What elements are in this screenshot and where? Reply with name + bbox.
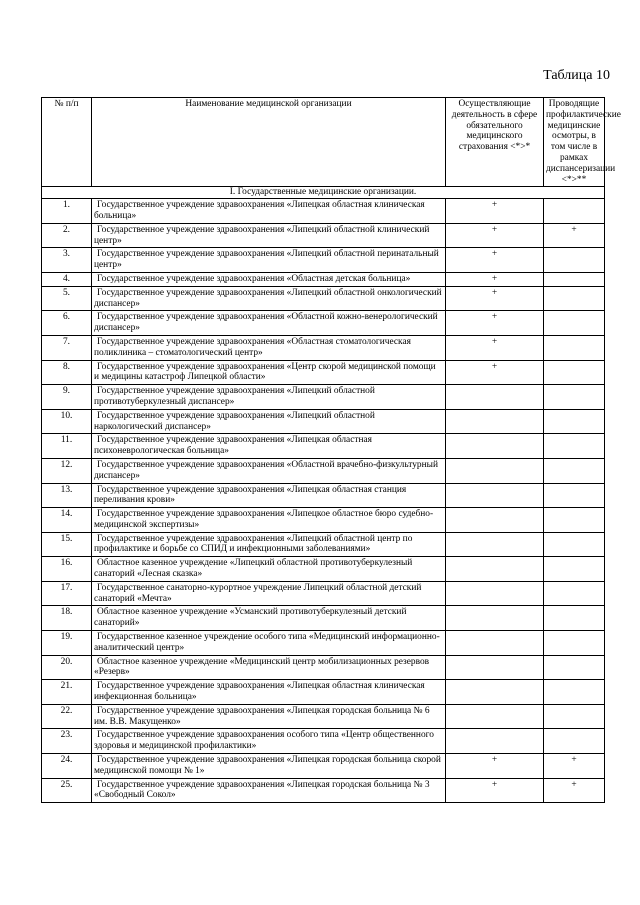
table-body bbox=[42, 187, 605, 803]
table-row bbox=[42, 729, 605, 754]
row-number: 16. bbox=[42, 557, 92, 582]
oms-activity-mark: + bbox=[446, 272, 544, 286]
table-row bbox=[42, 223, 605, 248]
row-number: 14. bbox=[42, 508, 92, 533]
row-number: 20. bbox=[42, 655, 92, 680]
preventive-exams-mark bbox=[544, 458, 605, 483]
preventive-exams-mark: + bbox=[544, 223, 605, 248]
table-row bbox=[42, 458, 605, 483]
oms-activity-mark: + bbox=[446, 311, 544, 336]
oms-activity-mark bbox=[446, 581, 544, 606]
organization-name: Государственное учреждение здравоохранения «Липецкое областное бюро судебно-медицинской экспертизы» bbox=[92, 508, 446, 533]
oms-activity-mark bbox=[446, 606, 544, 631]
preventive-exams-mark bbox=[544, 311, 605, 336]
organization-name: Государственное казенное учреждение особого типа «Медицинский информационно-аналитический центр» bbox=[92, 631, 446, 656]
preventive-exams-mark bbox=[544, 272, 605, 286]
row-number: 15. bbox=[42, 532, 92, 557]
row-number: 18. bbox=[42, 606, 92, 631]
oms-activity-mark bbox=[446, 729, 544, 754]
oms-activity-mark: + bbox=[446, 286, 544, 311]
preventive-exams-mark bbox=[544, 248, 605, 273]
table-row bbox=[42, 655, 605, 680]
organization-name: Государственное учреждение здравоохранения «Областной кожно-венерологический диспансер» bbox=[92, 311, 446, 336]
oms-activity-mark: + bbox=[446, 778, 544, 803]
oms-activity-mark: + bbox=[446, 754, 544, 779]
row-number: 3. bbox=[42, 248, 92, 273]
preventive-exams-mark bbox=[544, 581, 605, 606]
table-row bbox=[42, 704, 605, 729]
row-number: 5. bbox=[42, 286, 92, 311]
table-row bbox=[42, 557, 605, 582]
oms-activity-mark: + bbox=[446, 199, 544, 224]
header-oms-activity: Осуществляющие деятельность в сфере обязательного медицинского страхования <*>* bbox=[446, 98, 544, 187]
medical-organizations-table bbox=[41, 97, 621, 803]
preventive-exams-mark bbox=[544, 532, 605, 557]
table-row bbox=[42, 581, 605, 606]
preventive-exams-mark bbox=[544, 199, 605, 224]
oms-activity-mark: + bbox=[446, 360, 544, 385]
header-organization-name: Наименование медицинской организации bbox=[92, 98, 446, 187]
row-number: 21. bbox=[42, 680, 92, 705]
preventive-exams-mark bbox=[544, 286, 605, 311]
preventive-exams-mark bbox=[544, 655, 605, 680]
table-row bbox=[42, 483, 605, 508]
preventive-exams-mark bbox=[544, 557, 605, 582]
table-row bbox=[42, 778, 605, 803]
organization-name: Государственное учреждение здравоохранения «Липецкая областная клиническая инфекционная больница» bbox=[92, 680, 446, 705]
table-caption: Таблица 10 bbox=[543, 68, 610, 83]
preventive-exams-mark bbox=[544, 360, 605, 385]
organization-name: Государственное учреждение здравоохранения «Липецкий областной клинический центр» bbox=[92, 223, 446, 248]
organization-name: Областное казенное учреждение «Усманский противотуберкулезный детский санаторий» bbox=[92, 606, 446, 631]
row-number: 1. bbox=[42, 199, 92, 224]
oms-activity-mark bbox=[446, 409, 544, 434]
row-number: 6. bbox=[42, 311, 92, 336]
organization-name: Государственное учреждение здравоохранения «Липецкий областной перинатальный центр» bbox=[92, 248, 446, 273]
row-number: 25. bbox=[42, 778, 92, 803]
organization-name: Государственное учреждение здравоохранения «Липецкий областной центр по профилактике и борьбе со СПИД и инфекционными заболеваниями» bbox=[92, 532, 446, 557]
row-number: 24. bbox=[42, 754, 92, 779]
row-number: 2. bbox=[42, 223, 92, 248]
row-number: 17. bbox=[42, 581, 92, 606]
table-header-row bbox=[42, 98, 605, 187]
table-row bbox=[42, 385, 605, 410]
preventive-exams-mark bbox=[544, 385, 605, 410]
table-row bbox=[42, 631, 605, 656]
organization-name: Государственное учреждение здравоохранения «Липецкая городская больница скорой медицинской помощи № 1» bbox=[92, 754, 446, 779]
organization-name: Государственное учреждение здравоохранения «Липецкий областной наркологический диспансер» bbox=[92, 409, 446, 434]
oms-activity-mark bbox=[446, 631, 544, 656]
table-row bbox=[42, 754, 605, 779]
row-number: 7. bbox=[42, 335, 92, 360]
row-number: 9. bbox=[42, 385, 92, 410]
section-title: I. Государственные медицинские организации. bbox=[42, 187, 605, 199]
table-row bbox=[42, 434, 605, 459]
row-number: 13. bbox=[42, 483, 92, 508]
table-row bbox=[42, 680, 605, 705]
organization-name: Государственное санаторно-курортное учреждение Липецкий областной детский санаторий «Мечта» bbox=[92, 581, 446, 606]
organization-name: Государственное учреждение здравоохранения особого типа «Центр общественного здоровья и медицинской профилактики» bbox=[92, 729, 446, 754]
preventive-exams-mark bbox=[544, 680, 605, 705]
oms-activity-mark bbox=[446, 557, 544, 582]
preventive-exams-mark bbox=[544, 606, 605, 631]
organization-name: Государственное учреждение здравоохранения «Липецкая областная клиническая больница» bbox=[92, 199, 446, 224]
preventive-exams-mark bbox=[544, 409, 605, 434]
organization-name: Государственное учреждение здравоохранения «Липецкий областной противотуберкулезный диспансер» bbox=[92, 385, 446, 410]
row-number: 19. bbox=[42, 631, 92, 656]
oms-activity-mark bbox=[446, 532, 544, 557]
preventive-exams-mark: + bbox=[544, 754, 605, 779]
row-number: 10. bbox=[42, 409, 92, 434]
organization-name: Государственное учреждение здравоохранения «Областной врачебно-физкультурный диспансер» bbox=[92, 458, 446, 483]
row-number: 4. bbox=[42, 272, 92, 286]
header-number: № п/п bbox=[42, 98, 92, 187]
preventive-exams-mark bbox=[544, 483, 605, 508]
oms-activity-mark bbox=[446, 458, 544, 483]
preventive-exams-mark: + bbox=[544, 778, 605, 803]
oms-activity-mark bbox=[446, 385, 544, 410]
oms-activity-mark bbox=[446, 655, 544, 680]
organization-name: Государственное учреждение здравоохранения «Липецкая областная станция переливания крови» bbox=[92, 483, 446, 508]
row-number: 12. bbox=[42, 458, 92, 483]
preventive-exams-mark bbox=[544, 335, 605, 360]
row-number: 22. bbox=[42, 704, 92, 729]
oms-activity-mark bbox=[446, 434, 544, 459]
table-row bbox=[42, 272, 605, 286]
table-row bbox=[42, 311, 605, 336]
table-row bbox=[42, 508, 605, 533]
preventive-exams-mark bbox=[544, 508, 605, 533]
oms-activity-mark bbox=[446, 680, 544, 705]
header-preventive-exams: Проводящие профилактические медицинские осмотры, в том числе в рамках диспансеризации <*>** bbox=[544, 98, 605, 187]
table-row bbox=[42, 409, 605, 434]
organization-name: Областное казенное учреждение «Липецкий областной противотуберкулезный санаторий «Лесная сказка» bbox=[92, 557, 446, 582]
oms-activity-mark: + bbox=[446, 335, 544, 360]
oms-activity-mark: + bbox=[446, 223, 544, 248]
organization-name: Государственное учреждение здравоохранения «Липецкая городская больница № 6 им. В.В. Макущенко» bbox=[92, 704, 446, 729]
oms-activity-mark: + bbox=[446, 248, 544, 273]
table-row bbox=[42, 532, 605, 557]
preventive-exams-mark bbox=[544, 631, 605, 656]
organization-name: Государственное учреждение здравоохранения «Областная детская больница» bbox=[92, 272, 446, 286]
oms-activity-mark bbox=[446, 704, 544, 729]
row-number: 11. bbox=[42, 434, 92, 459]
row-number: 23. bbox=[42, 729, 92, 754]
table-row bbox=[42, 248, 605, 273]
table-row bbox=[42, 606, 605, 631]
section-row bbox=[42, 187, 605, 199]
preventive-exams-mark bbox=[544, 434, 605, 459]
organization-name: Государственное учреждение здравоохранения «Липецкая городская больница № 3 «Свободный Сокол» bbox=[92, 778, 446, 803]
organization-name: Государственное учреждение здравоохранения «Липецкая областная психоневрологическая больница» bbox=[92, 434, 446, 459]
preventive-exams-mark bbox=[544, 704, 605, 729]
organization-name: Областное казенное учреждение «Медицинский центр мобилизационных резервов «Резерв» bbox=[92, 655, 446, 680]
table-row bbox=[42, 286, 605, 311]
organization-name: Государственное учреждение здравоохранения «Областная стоматологическая поликлиника – стоматологический центр» bbox=[92, 335, 446, 360]
oms-activity-mark bbox=[446, 483, 544, 508]
organization-name: Государственное учреждение здравоохранения «Липецкий областной онкологический диспансер» bbox=[92, 286, 446, 311]
table-row bbox=[42, 199, 605, 224]
oms-activity-mark bbox=[446, 508, 544, 533]
table-row bbox=[42, 335, 605, 360]
row-number: 8. bbox=[42, 360, 92, 385]
organization-name: Государственное учреждение здравоохранения «Центр скорой медицинской помощи и медицины катастроф Липецкой области» bbox=[92, 360, 446, 385]
table-row bbox=[42, 360, 605, 385]
preventive-exams-mark bbox=[544, 729, 605, 754]
